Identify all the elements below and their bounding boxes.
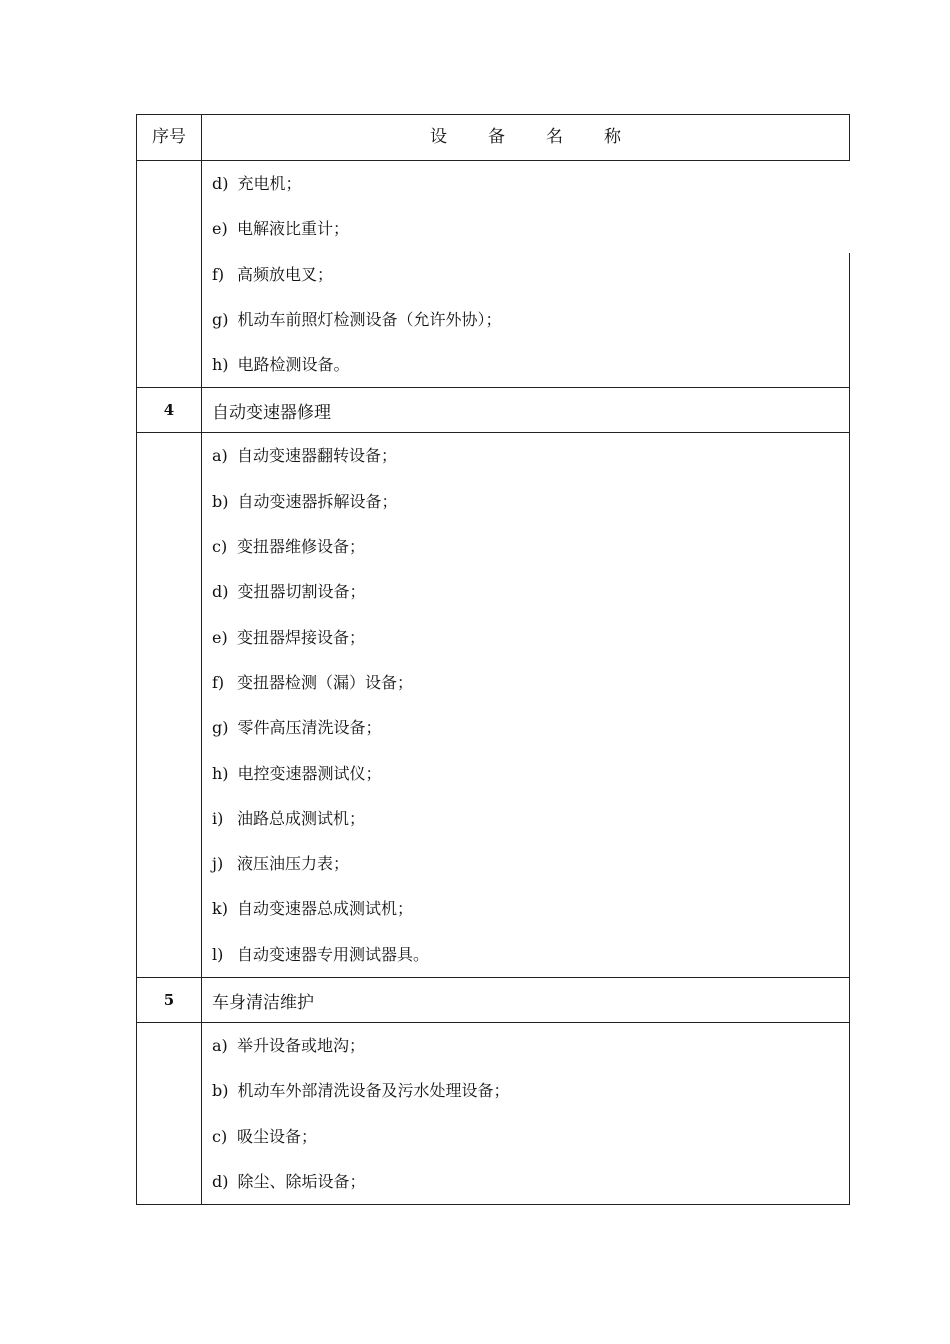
item-marker: e) bbox=[212, 627, 228, 647]
equipment-table bbox=[136, 114, 850, 1205]
list-item bbox=[212, 479, 849, 524]
header-name-char: 设 bbox=[430, 127, 447, 147]
list-item bbox=[212, 433, 849, 478]
item-marker: a) bbox=[212, 1036, 228, 1056]
section-items-cell bbox=[202, 1023, 850, 1205]
list-item bbox=[212, 1159, 849, 1204]
item-marker: c) bbox=[212, 537, 228, 557]
section-items-row bbox=[137, 1023, 850, 1205]
list-item bbox=[212, 297, 849, 342]
item-text: 自动变速器翻转设备； bbox=[237, 446, 398, 466]
item-text: 机动车外部清洗设备及污水处理设备； bbox=[237, 1081, 510, 1101]
continuation-items-cell bbox=[202, 161, 850, 388]
item-text: 电控变速器测试仪； bbox=[237, 763, 382, 783]
table-header-row bbox=[137, 115, 850, 161]
list-item bbox=[212, 841, 849, 886]
list-item bbox=[212, 615, 849, 660]
index-cell-empty bbox=[137, 433, 202, 978]
item-text: 自动变速器专用测试器具。 bbox=[237, 944, 430, 964]
continuation-items-row bbox=[137, 161, 850, 388]
item-marker: b) bbox=[212, 491, 229, 511]
item-text: 自动变速器拆解设备； bbox=[237, 491, 398, 511]
list-item bbox=[212, 705, 849, 750]
list-item bbox=[212, 886, 849, 931]
item-marker: j) bbox=[212, 854, 224, 874]
item-text: 自动变速器总成测试机； bbox=[237, 899, 414, 919]
list-item bbox=[212, 932, 849, 977]
section-row bbox=[137, 978, 850, 1023]
list-item bbox=[212, 206, 849, 251]
item-text: 油路总成测试机； bbox=[237, 808, 366, 828]
item-marker: b) bbox=[212, 1081, 229, 1101]
item-marker: g) bbox=[212, 718, 229, 738]
item-text: 电解液比重计； bbox=[237, 219, 350, 239]
item-marker: h) bbox=[212, 763, 229, 783]
item-marker: i) bbox=[212, 808, 224, 828]
item-text: 充电机； bbox=[237, 174, 302, 193]
list-item bbox=[212, 161, 849, 206]
list-item bbox=[212, 252, 849, 297]
list-item bbox=[212, 660, 849, 705]
index-cell-empty bbox=[137, 1023, 202, 1205]
list-item bbox=[212, 342, 849, 387]
header-name-char: 名 bbox=[546, 127, 563, 147]
item-text: 机动车前照灯检测设备（允许外协）； bbox=[237, 309, 502, 329]
item-marker: c) bbox=[212, 1126, 228, 1146]
list-item bbox=[212, 569, 849, 614]
section-number: 5 bbox=[137, 978, 202, 1023]
header-name-char: 称 bbox=[604, 127, 621, 147]
item-text: 高频放电叉； bbox=[237, 264, 334, 284]
item-text: 液压油压力表； bbox=[237, 854, 350, 874]
item-marker: l) bbox=[212, 944, 224, 964]
list-item bbox=[212, 1068, 849, 1113]
item-marker: k) bbox=[212, 899, 228, 919]
item-text: 变扭器切割设备； bbox=[237, 582, 366, 602]
header-equipment-name bbox=[202, 115, 850, 161]
list-item bbox=[212, 796, 849, 841]
list-item bbox=[212, 524, 849, 569]
section-title: 自动变速器修理 bbox=[202, 388, 850, 433]
item-marker: d) bbox=[212, 582, 229, 602]
item-text: 变扭器检测（漏）设备； bbox=[237, 672, 414, 692]
section-row bbox=[137, 388, 850, 433]
section-items-row bbox=[137, 433, 850, 978]
list-item bbox=[212, 751, 849, 796]
item-marker: e) bbox=[212, 219, 228, 239]
item-marker: d) bbox=[212, 1171, 229, 1191]
item-marker: a) bbox=[212, 446, 228, 466]
item-marker: f) bbox=[212, 264, 225, 284]
header-index: 序号 bbox=[137, 115, 202, 161]
item-marker: g) bbox=[212, 309, 229, 329]
item-text: 变扭器焊接设备； bbox=[237, 627, 366, 647]
list-item bbox=[212, 1023, 849, 1068]
header-name-char: 备 bbox=[488, 127, 505, 147]
item-marker: f) bbox=[212, 672, 225, 692]
item-text: 变扭器维修设备； bbox=[237, 537, 366, 557]
index-cell-empty bbox=[137, 161, 202, 388]
item-text: 举升设备或地沟； bbox=[237, 1036, 366, 1056]
item-text: 吸尘设备； bbox=[237, 1126, 318, 1146]
item-text: 零件高压清洗设备； bbox=[237, 718, 382, 738]
section-title: 车身清洁维护 bbox=[202, 978, 850, 1023]
list-item bbox=[212, 1114, 849, 1159]
item-text: 除尘、除垢设备； bbox=[237, 1171, 366, 1191]
section-number: 4 bbox=[137, 388, 202, 433]
section-items-cell bbox=[202, 433, 850, 978]
border-gap bbox=[847, 161, 851, 253]
item-marker: d) bbox=[212, 174, 229, 193]
item-marker: h) bbox=[212, 355, 229, 375]
item-text: 电路检测设备。 bbox=[237, 355, 350, 375]
